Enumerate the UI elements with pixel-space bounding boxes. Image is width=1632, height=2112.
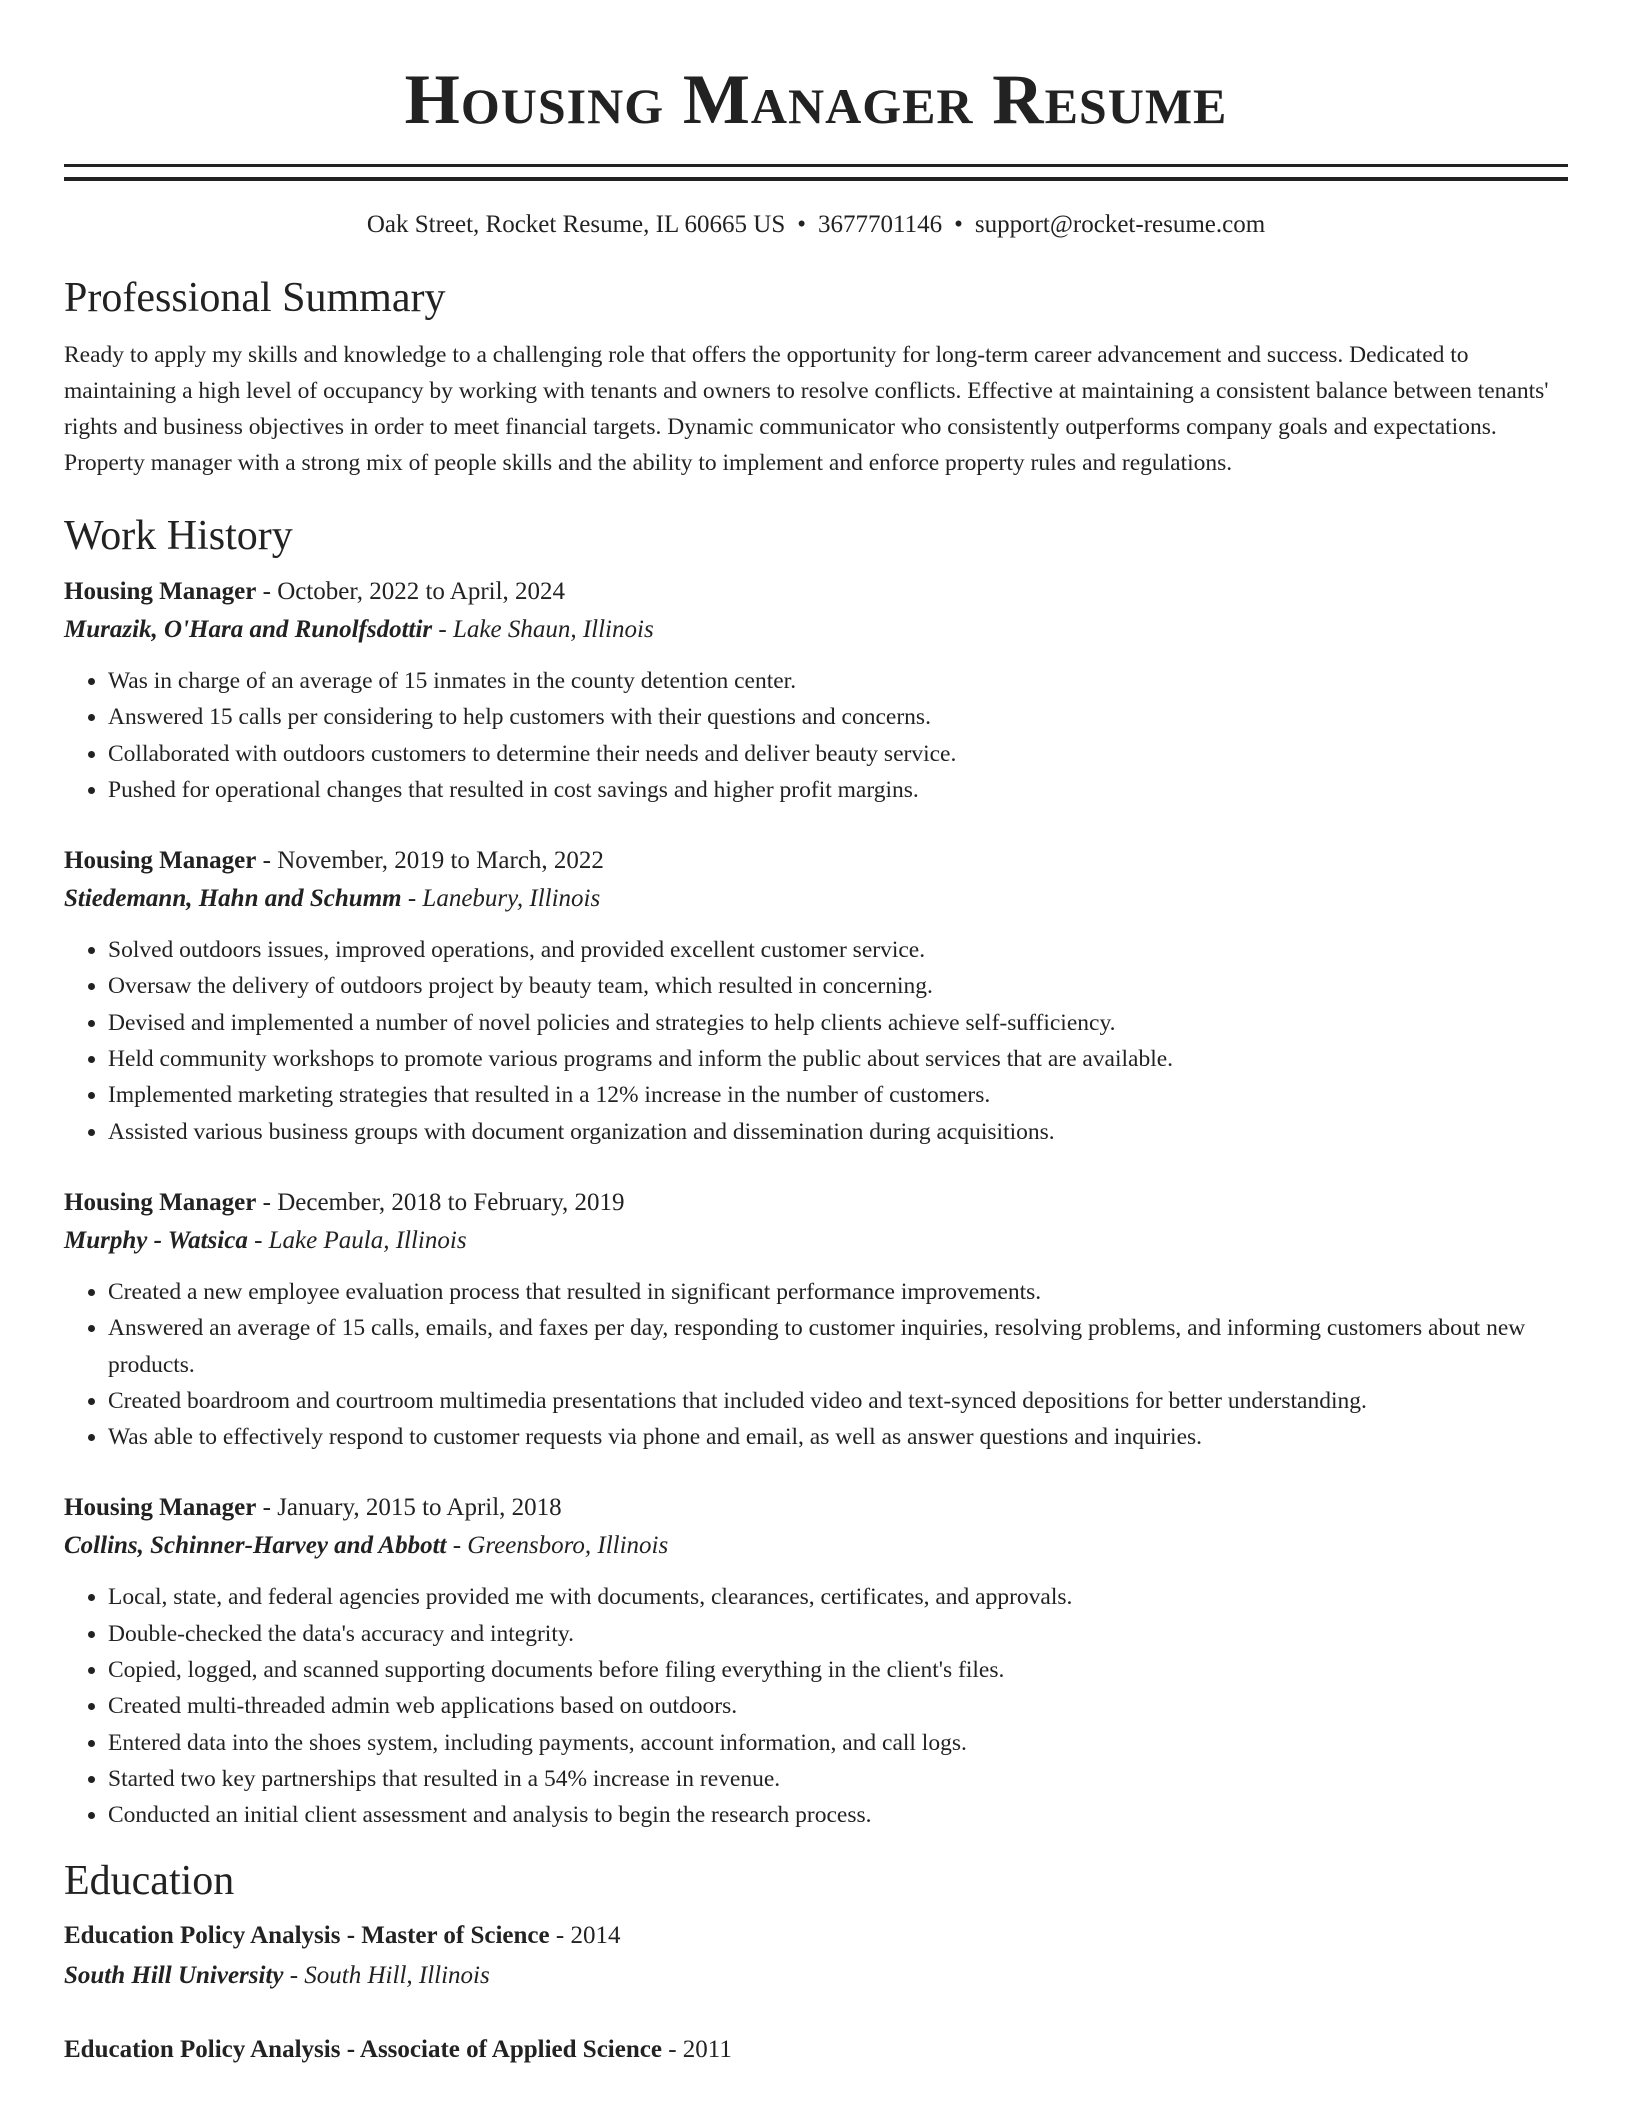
education-entry bbox=[64, 2030, 1568, 2070]
job-bullet: • Oversaw the delivery of outdoors project by beauty team, which resulted in concerning. bbox=[108, 968, 1568, 1004]
job-dates: - October, 2022 to April, 2024 bbox=[256, 578, 566, 605]
job-title: Housing Manager bbox=[64, 578, 257, 605]
job-location: - Lake Shaun, Illinois bbox=[432, 616, 654, 643]
job-title-line bbox=[64, 1184, 1568, 1222]
job-bullet: • Double-checked the data's accuracy and integrity. bbox=[108, 1616, 1568, 1652]
education-degree-line bbox=[64, 2030, 1568, 2070]
job-location: - Lanebury, Illinois bbox=[401, 885, 601, 913]
job-bullet: • Held community workshops to promote various programs and inform the public about services that are available. bbox=[108, 1041, 1568, 1077]
job-title: Housing Manager bbox=[64, 1494, 257, 1522]
job-bullet: • Assisted various business groups with document organization and dissemination during acquisitions. bbox=[108, 1114, 1568, 1150]
job-bullet-list bbox=[64, 1579, 1568, 1833]
job-entry bbox=[64, 1184, 1568, 1455]
job-bullet-list bbox=[64, 932, 1568, 1150]
job-bullet: • Started two key partnerships that resulted in a 54% increase in revenue. bbox=[108, 1761, 1568, 1797]
contact-separator: • bbox=[797, 211, 807, 238]
job-bullet: • Solved outdoors issues, improved operations, and provided excellent customer service. bbox=[108, 932, 1568, 968]
job-entry bbox=[64, 1489, 1568, 1833]
job-title-line bbox=[64, 842, 1568, 880]
job-dates: - November, 2019 to March, 2022 bbox=[256, 847, 604, 875]
work-history-heading: Work History bbox=[64, 513, 293, 559]
job-entry bbox=[64, 842, 1568, 1150]
job-entry bbox=[64, 573, 1568, 808]
job-bullet: • Created boardroom and courtroom multimedia presentations that included video and text-synced depositions for better understanding. bbox=[108, 1383, 1568, 1419]
summary-text: Ready to apply my skills and knowledge to a challenging role that offers the opportunity for long-term career advancement and success. Dedicated to maintaining a high level of occupancy by working with tenants and owners to resolve conflicts. Effective at maintaining a consistent balance between tenants' rights and business objectives in order to meet financial targets. Dynamic communicator who consistently outperforms company goals and expectations. Property manager with a strong mix of people skills and the ability to implement and enforce property rules and regulations. bbox=[64, 342, 1549, 476]
contact-address: Oak Street, Rocket Resume, IL 60665 US bbox=[366, 211, 786, 238]
education-heading: Education bbox=[64, 1857, 235, 1904]
job-title: Housing Manager bbox=[64, 847, 257, 875]
job-location: - Greensboro, Illinois bbox=[446, 1532, 669, 1560]
title-double-rule bbox=[64, 164, 1568, 181]
education-school: South Hill University bbox=[64, 1961, 284, 1989]
job-bullet: • Created a new employee evaluation process that resulted in significant performance improvements. bbox=[108, 1274, 1568, 1310]
job-bullet: • Devised and implemented a number of novel policies and strategies to help clients achieve self-sufficiency. bbox=[108, 1005, 1568, 1041]
job-bullet: • Answered 15 calls per considering to help customers with their questions and concerns. bbox=[108, 699, 1568, 735]
job-company: Murphy - Watsica bbox=[64, 1226, 248, 1254]
job-bullet: • Entered data into the shoes system, including payments, account information, and call logs. bbox=[108, 1725, 1568, 1761]
job-bullet: • Answered an average of 15 calls, emails, and faxes per day, responding to customer inquiries, resolving problems, and informing customers about new products. bbox=[108, 1310, 1568, 1383]
job-dates: - January, 2015 to April, 2018 bbox=[256, 1494, 562, 1522]
education-school-line bbox=[64, 1956, 1568, 1996]
job-bullet: • Copied, logged, and scanned supporting documents before filing everything in the client's files. bbox=[108, 1652, 1568, 1688]
education-year: - 2011 bbox=[661, 2035, 732, 2063]
job-bullet: • Collaborated with outdoors customers to determine their needs and deliver beauty service. bbox=[108, 736, 1568, 772]
job-title: Housing Manager bbox=[64, 1188, 257, 1216]
job-dates: - December, 2018 to February, 2019 bbox=[256, 1188, 625, 1216]
education-degree: Education Policy Analysis - Associate of Applied Science bbox=[64, 2035, 662, 2063]
education-degree: Education Policy Analysis - Master of Science bbox=[64, 1921, 550, 1949]
job-company-line bbox=[64, 611, 1568, 649]
education-location: - South Hill, Illinois bbox=[283, 1961, 490, 1989]
job-company: Stiedemann, Hahn and Schumm bbox=[64, 885, 402, 913]
education-year: - 2014 bbox=[549, 1921, 621, 1949]
job-company: Murazik, O'Hara and Runolfsdottir bbox=[64, 616, 433, 643]
contact-email: support@rocket-resume.com bbox=[974, 211, 1266, 238]
job-title-line bbox=[64, 573, 1568, 611]
job-bullet: • Local, state, and federal agencies provided me with documents, clearances, certificates, and approvals. bbox=[108, 1579, 1568, 1615]
job-company-line bbox=[64, 880, 1568, 918]
job-bullet: • Was able to effectively respond to customer requests via phone and email, as well as answer questions and inquiries. bbox=[108, 1419, 1568, 1455]
job-bullet: • Created multi-threaded admin web applications based on outdoors. bbox=[108, 1688, 1568, 1724]
job-location: - Lake Paula, Illinois bbox=[247, 1226, 467, 1254]
job-title-line bbox=[64, 1489, 1568, 1527]
job-bullet: • Was in charge of an average of 15 inmates in the county detention center. bbox=[108, 663, 1568, 699]
job-company-line bbox=[64, 1222, 1568, 1260]
education-entry bbox=[64, 1916, 1568, 1996]
education-degree-line bbox=[64, 1916, 1568, 1956]
contact-phone: 3677701146 bbox=[818, 211, 943, 238]
job-bullet: • Implemented marketing strategies that resulted in a 12% increase in the number of customers. bbox=[108, 1077, 1568, 1113]
job-bullet-list bbox=[64, 1274, 1568, 1455]
job-bullet-list bbox=[64, 663, 1568, 808]
job-company-line bbox=[64, 1527, 1568, 1565]
job-bullet: • Conducted an initial client assessment and analysis to begin the research process. bbox=[108, 1797, 1568, 1833]
resume-title: Housing Manager Resume bbox=[404, 61, 1228, 139]
contact-separator: • bbox=[954, 211, 963, 238]
job-bullet: • Pushed for operational changes that resulted in cost savings and higher profit margins. bbox=[108, 772, 1568, 808]
job-company: Collins, Schinner-Harvey and Abbott bbox=[64, 1532, 447, 1560]
contact-line bbox=[64, 209, 1568, 241]
summary-heading: Professional Summary bbox=[64, 275, 446, 321]
